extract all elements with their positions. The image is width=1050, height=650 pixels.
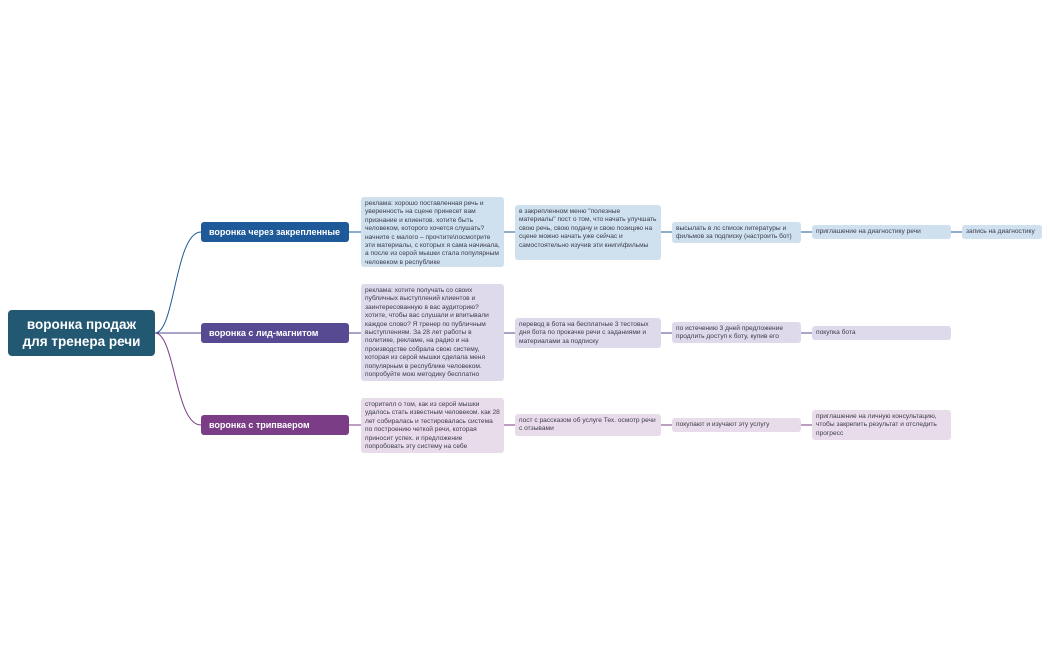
funnel-step-node[interactable]: реклама: хорошо поставленная речь и уверенность на сцене принесет вам признание и клиентов. хотите быть человеком, которого хочется слушать? начните с малого – прочтите\посмотрите эти материалы, с которых я сама начинала, а после из серой мышки стала популярным человеком в республике — [361, 197, 504, 267]
funnel-step-node[interactable]: покупка бота — [812, 326, 951, 340]
funnel-step-node[interactable]: по истечению 3 дней предложение продлить доступ к боту, купив его — [672, 322, 801, 343]
funnel-step-node[interactable]: высылать в лс список литературы и фильмов за подписку (настроить бот) — [672, 222, 801, 243]
funnel-step-node[interactable]: реклама: хотите получать со своих публичных выступлений клиентов и заинтересованную в вас аудиторию? хотите, чтобы вас слушали и впитывали каждое слово? Я тренер по публичным выступлениям. За 28 лет работы в политике, рекламе, на радио и на производстве собрала свою систему, которая из серой мышки сделала меня популярным в республике человеком. попробуйте мою методику бесплатно — [361, 284, 504, 381]
branch-topic-tripwire-funnel[interactable]: воронка с трипваером — [201, 415, 349, 435]
branch-topic-pinned-funnel[interactable]: воронка через закрепленные — [201, 222, 349, 242]
root-topic[interactable]: воронка продаж для тренера речи — [8, 310, 155, 356]
funnel-step-node[interactable]: в закрепленном меню "полезные материалы" пост о том, что начать улучшать свою речь, свою подачу и свою позицию на сцене можно начать уже сейчас и самостоятельно изучив эти книги\фильмы — [515, 205, 661, 260]
funnel-step-node[interactable]: приглашение на диагностику речи — [812, 225, 951, 239]
funnel-step-node[interactable]: сторителл о том, как из серой мышки удалось стать известным человеком. как 28 лет собиралась и тестировалась система по построению четкой речи, которая приносит успех. и предложение попробовать эту систему на себе — [361, 398, 504, 453]
branch-topic-lead-magnet-funnel[interactable]: воронка с лид-магнитом — [201, 323, 349, 343]
funnel-step-node[interactable]: пост с рассказом об услуге Тех. осмотр речи с отзывами — [515, 414, 661, 436]
funnel-step-node[interactable]: перевод в бота на бесплатные 3 тестовых дня бота по прокачке речи с заданиями и материалами за подписку — [515, 318, 661, 348]
root-to-branch-3-connector — [155, 333, 201, 425]
funnel-step-node[interactable]: запись на диагностику — [962, 225, 1042, 239]
funnel-step-node[interactable]: покупают и изучают эту услугу — [672, 418, 801, 432]
funnel-step-node[interactable]: приглашение на личную консультацию, чтобы закрепить результат и отследить прогресс — [812, 410, 951, 440]
root-to-branch-1-connector — [155, 232, 201, 333]
